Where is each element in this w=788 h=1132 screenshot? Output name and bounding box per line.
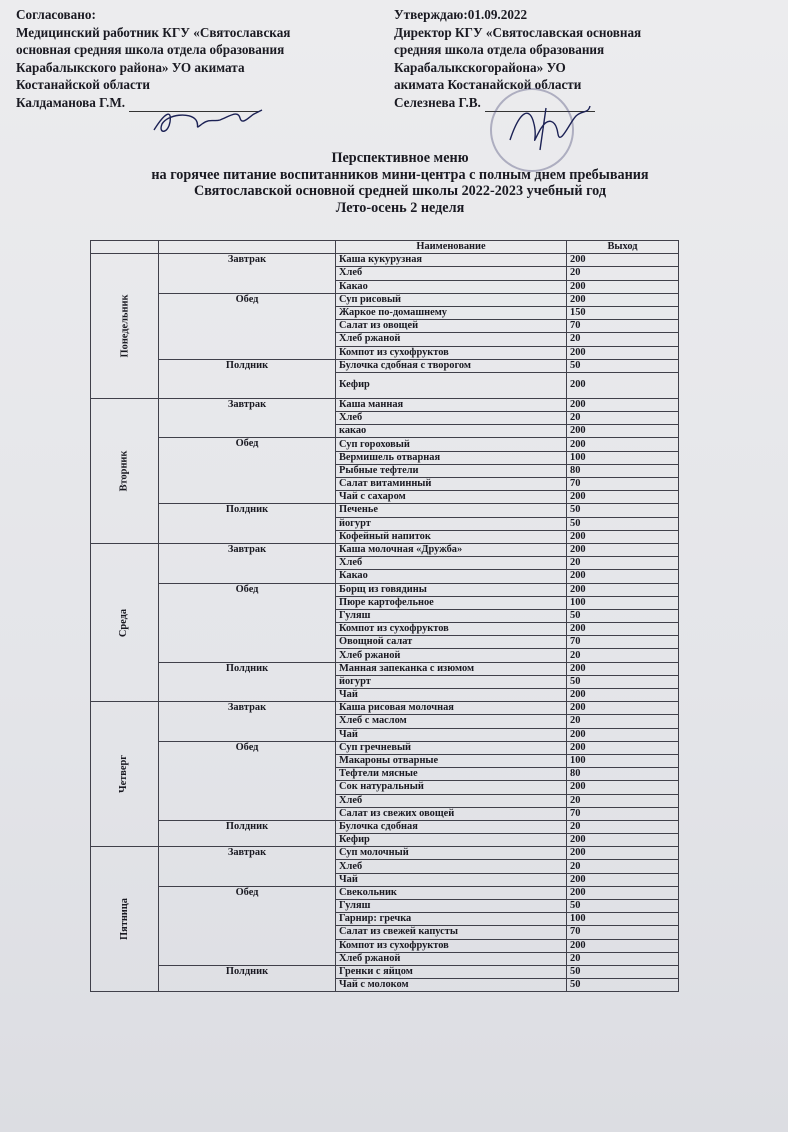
approval-left-line: Согласовано: [16, 7, 96, 22]
output-cell: 20 [567, 860, 679, 873]
meal-cell: Полдник [159, 359, 336, 398]
meal-cell: Обед [159, 293, 336, 359]
output-cell: 200 [567, 293, 679, 306]
dish-cell: Суп гороховый [336, 438, 567, 451]
dish-cell: Кофейный напиток [336, 530, 567, 543]
table-row [91, 293, 679, 306]
approval-left-line: Карабалыкского района» УО акимата [16, 59, 245, 75]
meal-cell: Обед [159, 886, 336, 965]
output-cell: 100 [567, 754, 679, 767]
output-cell: 200 [567, 491, 679, 504]
approval-right-line: Карабалыкскогорайона» УО [394, 59, 566, 75]
output-cell: 20 [567, 267, 679, 280]
dish-cell: Хлеб [336, 267, 567, 280]
output-cell: 100 [567, 913, 679, 926]
title-line: на горячее питание воспитанников мини-центра с полным днем пребывания [151, 166, 649, 183]
dish-cell: Салат из свежей капусты [336, 926, 567, 939]
output-cell: 50 [567, 504, 679, 517]
dish-cell: Чай с сахаром [336, 491, 567, 504]
table-row [91, 886, 679, 899]
dish-cell: Хлеб [336, 794, 567, 807]
output-cell: 80 [567, 768, 679, 781]
dish-cell: Гуляш [336, 609, 567, 622]
day-label: Пятница [118, 898, 130, 941]
dish-cell: Какао [336, 280, 567, 293]
dish-cell: Кефир [336, 834, 567, 847]
dish-cell: Чай [336, 873, 567, 886]
meal-cell: Полдник [159, 662, 336, 702]
dish-cell: Каша кукурузная [336, 254, 567, 267]
dish-cell: Печенье [336, 504, 567, 517]
output-cell: 20 [567, 715, 679, 728]
dish-cell: Вермишель отварная [336, 451, 567, 464]
dish-cell: йогурт [336, 517, 567, 530]
dish-cell: Рыбные тефтели [336, 464, 567, 477]
output-cell: 200 [567, 689, 679, 702]
document-title [60, 150, 740, 216]
handwritten-signature-left [150, 104, 280, 140]
approval-right-signer: Селезнева Г.В. [394, 94, 481, 110]
dish-cell: какао [336, 425, 567, 438]
dish-cell: Жаркое по-домашнему [336, 306, 567, 319]
dish-cell: Хлеб ржаной [336, 649, 567, 662]
output-cell: 100 [567, 451, 679, 464]
approval-right-line: Утверждаю:01.09.2022 [394, 7, 528, 22]
output-cell: 20 [567, 557, 679, 570]
dish-cell: Борщ из говядины [336, 583, 567, 596]
output-cell: 50 [567, 900, 679, 913]
output-cell: 20 [567, 952, 679, 965]
dish-cell: Кефир [336, 372, 567, 398]
output-cell: 200 [567, 438, 679, 451]
dish-cell: Компот из сухофруктов [336, 623, 567, 636]
output-cell: 200 [567, 346, 679, 359]
output-cell: 20 [567, 794, 679, 807]
output-cell: 200 [567, 254, 679, 267]
dish-cell: Тефтели мясные [336, 768, 567, 781]
dish-cell: Салат витаминный [336, 478, 567, 491]
dish-cell: Манная запеканка с изюмом [336, 662, 567, 675]
table-row [91, 965, 679, 978]
output-cell: 50 [567, 517, 679, 530]
dish-cell: Свекольник [336, 886, 567, 899]
dish-cell: Булочка сдобная с творогом [336, 359, 567, 372]
day-cell [91, 847, 159, 992]
output-cell: 200 [567, 372, 679, 398]
output-cell: 200 [567, 741, 679, 754]
dish-cell: Суп гречневый [336, 741, 567, 754]
meal-cell: Завтрак [159, 254, 336, 294]
menu-table-body [91, 254, 679, 992]
output-cell: 200 [567, 939, 679, 952]
dish-cell: Хлеб ржаной [336, 333, 567, 346]
output-cell: 200 [567, 662, 679, 675]
day-label: Четверг [118, 755, 130, 794]
output-cell: 100 [567, 596, 679, 609]
table-row [91, 359, 679, 372]
output-cell: 200 [567, 398, 679, 411]
column-header-day [91, 241, 159, 254]
dish-cell: Салат из свежих овощей [336, 807, 567, 820]
output-cell: 50 [567, 675, 679, 688]
output-cell: 200 [567, 623, 679, 636]
output-cell: 50 [567, 965, 679, 978]
output-cell: 200 [567, 781, 679, 794]
table-row [91, 847, 679, 860]
meal-cell: Обед [159, 741, 336, 820]
output-cell: 50 [567, 609, 679, 622]
menu-table [90, 240, 679, 992]
output-cell: 200 [567, 530, 679, 543]
dish-cell: Компот из сухофруктов [336, 939, 567, 952]
dish-cell: Какао [336, 570, 567, 583]
meal-cell: Завтрак [159, 543, 336, 583]
dish-cell: Хлеб с маслом [336, 715, 567, 728]
table-row [91, 820, 679, 833]
output-cell: 200 [567, 702, 679, 715]
approval-right-line: средняя школа отдела образования [394, 42, 605, 58]
dish-cell: Гренки с яйцом [336, 965, 567, 978]
output-cell: 80 [567, 464, 679, 477]
output-cell: 70 [567, 636, 679, 649]
output-cell: 200 [567, 543, 679, 556]
table-row [91, 438, 679, 451]
dish-cell: Пюре картофельное [336, 596, 567, 609]
approval-block-left [16, 6, 376, 112]
table-row [91, 254, 679, 267]
meal-cell: Полдник [159, 965, 336, 991]
title-line: Святославской основной средней школы 2022-2023 учебный год [193, 183, 607, 199]
table-row [91, 662, 679, 675]
dish-cell: Каша молочная «Дружба» [336, 543, 567, 556]
table-header-row [91, 241, 679, 254]
output-cell: 200 [567, 280, 679, 293]
dish-cell: Сок натуральный [336, 781, 567, 794]
meal-cell: Обед [159, 583, 336, 662]
table-row [91, 398, 679, 411]
meal-cell: Полдник [159, 504, 336, 544]
meal-cell: Полдник [159, 820, 336, 846]
day-cell [91, 702, 159, 847]
output-cell: 70 [567, 320, 679, 333]
column-header-output: Выход [567, 241, 679, 254]
dish-cell: Булочка сдобная [336, 820, 567, 833]
dish-cell: Суп рисовый [336, 293, 567, 306]
output-cell: 200 [567, 728, 679, 741]
dish-cell: Хлеб [336, 557, 567, 570]
title-line: Лето-осень 2 неделя [335, 199, 465, 216]
table-row [91, 702, 679, 715]
table-row [91, 741, 679, 754]
dish-cell: Чай [336, 728, 567, 741]
approval-left-line: Костанайской области [16, 77, 150, 93]
output-cell: 20 [567, 649, 679, 662]
approval-block-right [394, 6, 774, 112]
title-line: Перспективное меню [331, 150, 469, 166]
dish-cell: Чай с молоком [336, 979, 567, 992]
meal-cell: Завтрак [159, 398, 336, 438]
output-cell: 50 [567, 979, 679, 992]
day-label: Среда [118, 608, 130, 637]
dish-cell: Чай [336, 689, 567, 702]
output-cell: 200 [567, 886, 679, 899]
dish-cell: Хлеб ржаной [336, 952, 567, 965]
meal-cell: Завтрак [159, 702, 336, 742]
output-cell: 20 [567, 820, 679, 833]
day-cell [91, 398, 159, 543]
approval-right-line: акимата Костанайской области [394, 77, 582, 93]
output-cell: 200 [567, 873, 679, 886]
day-label: Понедельник [119, 294, 131, 358]
dish-cell: Суп молочный [336, 847, 567, 860]
output-cell: 200 [567, 583, 679, 596]
dish-cell: Хлеб [336, 412, 567, 425]
column-header-meal [159, 241, 336, 254]
dish-cell: Макароны отварные [336, 754, 567, 767]
output-cell: 200 [567, 425, 679, 438]
output-cell: 20 [567, 412, 679, 425]
output-cell: 150 [567, 306, 679, 319]
output-cell: 200 [567, 847, 679, 860]
approval-right-line: Директор КГУ «Святославская основная [394, 24, 642, 40]
table-row [91, 543, 679, 556]
output-cell: 70 [567, 478, 679, 491]
table-row [91, 504, 679, 517]
approval-left-line: основная средняя школа отдела образования [16, 42, 285, 58]
dish-cell: йогурт [336, 675, 567, 688]
dish-cell: Компот из сухофруктов [336, 346, 567, 359]
output-cell: 70 [567, 807, 679, 820]
output-cell: 50 [567, 359, 679, 372]
dish-cell: Гуляш [336, 900, 567, 913]
approval-left-signer: Калдаманова Г.М. [16, 94, 126, 110]
table-row [91, 583, 679, 596]
meal-cell: Обед [159, 438, 336, 504]
dish-cell: Хлеб [336, 860, 567, 873]
dish-cell: Овощной салат [336, 636, 567, 649]
approval-left-line: Медицинский работник КГУ «Святославская [16, 24, 291, 40]
dish-cell: Каша манная [336, 398, 567, 411]
dish-cell: Гарнир: гречка [336, 913, 567, 926]
day-cell [91, 543, 159, 701]
output-cell: 20 [567, 333, 679, 346]
day-label: Вторник [118, 450, 130, 492]
dish-cell: Салат из овощей [336, 320, 567, 333]
meal-cell: Завтрак [159, 847, 336, 887]
column-header-dish: Наименование [336, 241, 567, 254]
day-cell [91, 254, 159, 399]
output-cell: 70 [567, 926, 679, 939]
output-cell: 200 [567, 570, 679, 583]
dish-cell: Каша рисовая молочная [336, 702, 567, 715]
output-cell: 200 [567, 834, 679, 847]
